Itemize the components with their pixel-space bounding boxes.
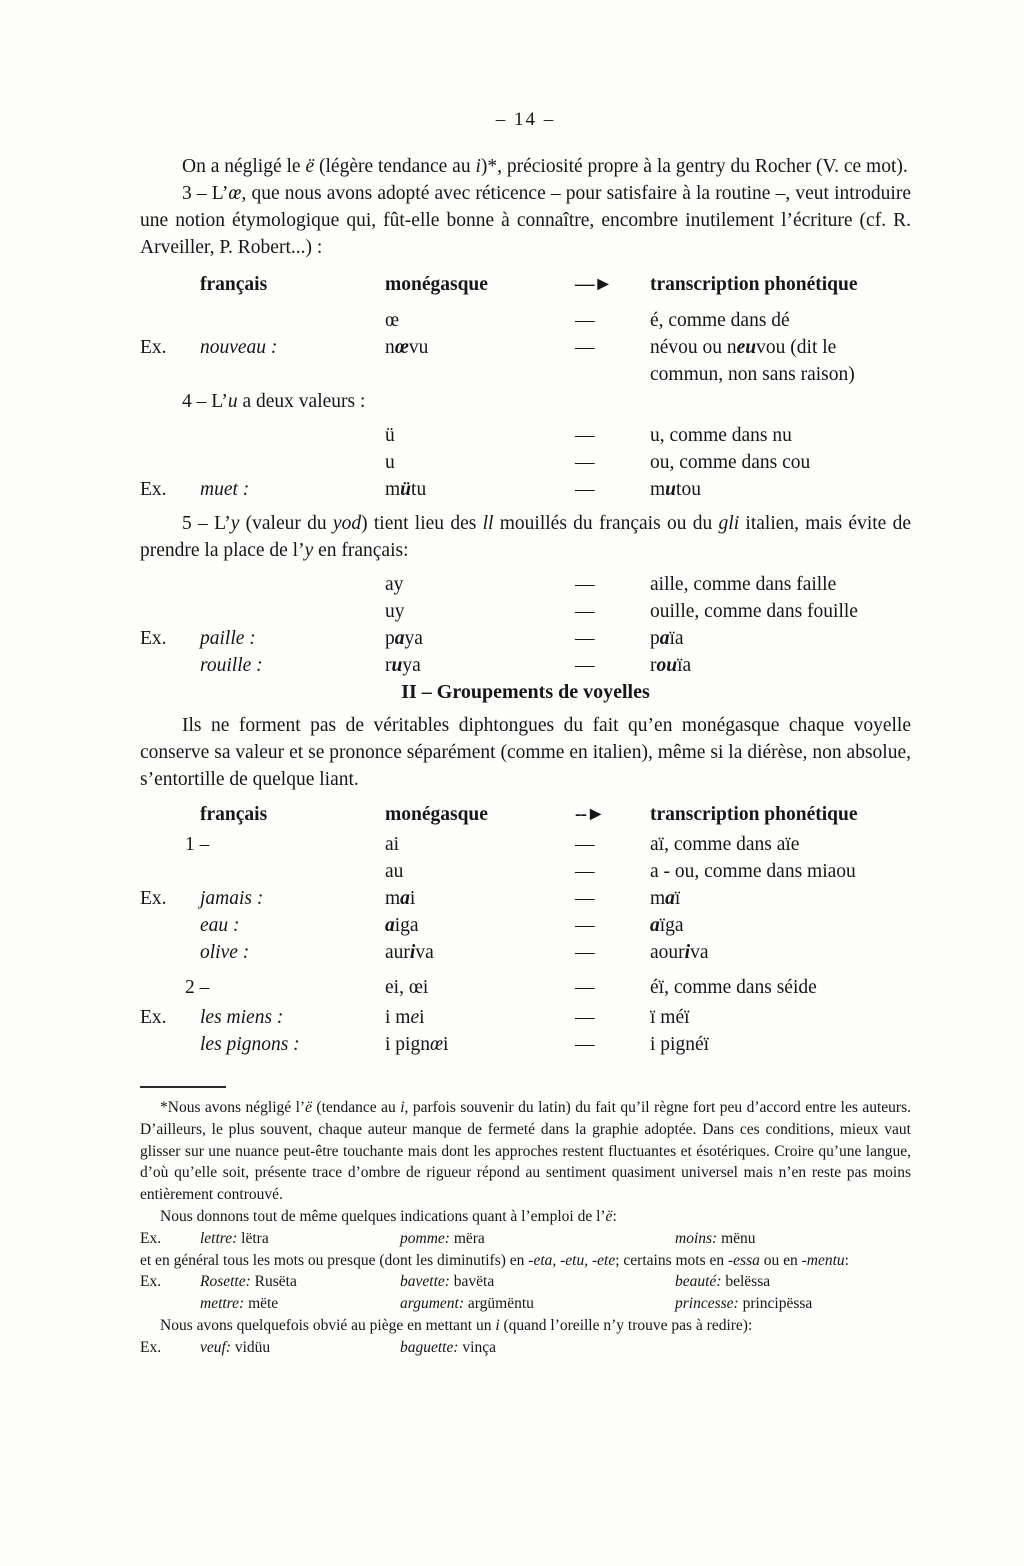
french-word: paille : [200,628,256,649]
table1-header [140,271,911,298]
transcription: ou, comme dans cou [650,452,811,473]
footnote-separator [140,1086,226,1088]
transcription: éï, comme dans séide [650,977,817,998]
table-row [140,858,911,885]
group-number: 1 – [185,834,210,855]
transcription: maï [650,888,681,909]
dash: — [575,601,595,622]
table-row [140,885,911,912]
dash: — [575,1007,595,1028]
arrow-icon: —► [575,274,612,295]
monegasque-word: au [385,861,404,882]
dash: — [575,977,595,998]
monegasque-word: i mei [385,1007,425,1028]
header-francais: français [200,804,268,825]
heading-point-4: 4 – L’u a deux valeurs : [182,391,366,412]
ex-label: Ex. [140,888,167,909]
table-row [140,939,911,966]
dash: — [575,628,595,649]
transcription: ouille, comme dans fouille [650,601,858,622]
header-francais: français [200,274,268,295]
ex-label: Ex. [140,337,167,358]
ex-label: Ex. [140,628,167,649]
french-word: les miens : [200,1007,284,1028]
monegasque-word: i pignœi [385,1034,449,1055]
transcription: aouriva [650,942,709,963]
table-row [140,334,911,388]
dash: — [575,310,595,331]
french-word: jamais : [200,888,264,909]
french-word [200,571,385,598]
footnote-paragraph: Nous donnons tout de même quelques indications quant à l’emploi de l’ë: [160,1207,617,1225]
footnote-example-row [140,1337,911,1359]
table-row [140,1004,911,1031]
example-pair: veuf: vidüu [200,1338,271,1356]
table-row [140,912,911,939]
ex-label [140,652,200,679]
monegasque-word: ruya [385,655,421,676]
example-pair: moins: mënu [675,1229,756,1247]
french-word: eau : [200,915,240,936]
footnote-paragraph: et en général tous les mots ou presque (dont les diminutifs) en -eta, -etu, -ete; certains mots en -essa ou en -mentu: [140,1251,849,1269]
transcription: ï méï [650,1007,690,1028]
ex-label: Ex. [140,1273,162,1291]
header-monegasque: monégasque [385,274,488,295]
ex-label: Ex. [140,1229,162,1247]
transcription: païa [650,628,684,649]
example-pair: princesse: principëssa [675,1295,813,1313]
example-pair: beauté: belëssa [675,1273,771,1291]
monegasque-word: mütu [385,479,427,500]
example-pair [675,1337,911,1359]
dash: — [575,479,595,500]
french-word [200,422,385,449]
ex-label [140,307,200,334]
table-row [140,422,911,449]
paragraph-point-3: 3 – L’œ, que nous avons adopté avec réticence – pour satisfaire à la routine –, veut introduire une notion étymologique qui, fût-elle bonne à connaître, encombre inutilement l’écriture (cf. R. Arveiller, P. Robert...) : [140,183,911,258]
transcription: i pignéï [650,1034,710,1055]
french-word [200,598,385,625]
footnote-example-row [140,1228,911,1250]
group-number [140,858,385,885]
header-spacer [140,801,200,828]
paragraph-diphtongues: Ils ne forment pas de véritables diphtongues du fait qu’en monégasque chaque voyelle conserve sa valeur et se prononce séparément (comme en italien), même si la diérèse, non absolue, s’entortille de quelque liant. [140,715,911,790]
example-pair: bavette: bavëta [400,1273,495,1291]
ex-label: Ex. [140,1338,162,1356]
ex-label: Ex. [140,1007,167,1028]
ex-label [140,1031,200,1058]
french-word: rouille : [200,655,263,676]
page-number: – 14 – [495,109,556,130]
transcription: u, comme dans nu [650,425,792,446]
ex-label [140,939,200,966]
table-row [140,974,911,1001]
ex-label [140,449,200,476]
dash: — [575,834,595,855]
footnote-example-row [140,1271,911,1293]
table-row [140,1031,911,1058]
french-word: muet : [200,479,250,500]
dash: — [575,574,595,595]
group-number: 2 – [185,977,210,998]
table-row [140,307,911,334]
dash: — [575,452,595,473]
monegasque-word: ay [385,574,404,595]
example-pair: Rosette: Rusëta [200,1273,297,1291]
transcription: névou ou neuvou (dit le commun, non sans raison) [650,337,855,385]
table-row [140,652,911,679]
table2-header [140,801,911,828]
transcription: rouïa [650,655,692,676]
dash: — [575,915,595,936]
monegasque-word: nœvu [385,337,429,358]
ex-label: Ex. [140,479,167,500]
ex-label [140,422,200,449]
table-row [140,571,911,598]
header-monegasque: monégasque [385,804,488,825]
example-pair: baguette: vinça [400,1338,496,1356]
dash: — [575,942,595,963]
transcription: aï, comme dans aïe [650,834,800,855]
table-row [140,598,911,625]
table-row [140,625,911,652]
arrow-icon: --► [575,804,605,825]
monegasque-word: paya [385,628,423,649]
monegasque-word: auriva [385,942,434,963]
monegasque-word: ai [385,834,400,855]
footnote-example-row [140,1293,911,1315]
dash: — [575,888,595,909]
ex-label [140,1293,200,1315]
paragraph-point-5: 5 – L’y (valeur du yod) tient lieu des ll mouillés du français ou du gli italien, mais évite de prendre la place de l’y en français: [140,513,911,561]
example-pair: argument: argümëntu [400,1295,534,1313]
monegasque-word: ei, œi [385,977,429,998]
french-word [200,307,385,334]
table-row [140,449,911,476]
dash: — [575,655,595,676]
transcription: mutou [650,479,701,500]
monegasque-word: œ [385,310,400,331]
example-pair: pomme: mëra [400,1229,485,1247]
header-transcription: transcription phonétique [650,274,858,295]
transcription: é, comme dans dé [650,310,790,331]
monegasque-word: ü [385,425,395,446]
monegasque-word: mai [385,888,416,909]
monegasque-word: u [385,452,395,473]
transcription: aïga [650,915,684,936]
transcription: a - ou, comme dans miaou [650,861,856,882]
dash: — [575,1034,595,1055]
ex-label [140,912,200,939]
ex-label [140,598,200,625]
dash: — [575,861,595,882]
table-row [140,476,911,503]
french-word: nouveau : [200,337,278,358]
monegasque-word: aiga [385,915,419,936]
section-heading-groupements: II – Groupements de voyelles [401,681,650,703]
ex-label [140,571,200,598]
example-pair: mettre: mëte [200,1295,279,1313]
french-word [200,449,385,476]
header-transcription: transcription phonétique [650,804,858,825]
transcription: aille, comme dans faille [650,574,837,595]
paragraph-e-trema: On a négligé le ë (légère tendance au i)*, préciosité propre à la gentry du Rocher (V. ce mot). [182,156,908,177]
french-word: olive : [200,942,250,963]
footnote-paragraph: Nous avons quelquefois obvié au piège en mettant un i (quand l’oreille n’y trouve pas à redire): [160,1316,753,1334]
monegasque-word: uy [385,601,405,622]
dash: — [575,337,595,358]
french-word: les pignons : [200,1034,300,1055]
dash: — [575,425,595,446]
table-row [140,831,911,858]
header-spacer [140,271,200,298]
footnote-paragraph: *Nous avons négligé l’ë (tendance au i, parfois souvenir du latin) du fait qu’il règne fort peu d’accord entre les auteurs. D’ailleurs, le plus souvent, chaque auteur manque de fermeté dans la graphie adoptée. Dans ces conditions, mieux vaut glisser sur une nuance peut-être touchante mais dont les approches restent fluctuantes et ésotériques. Croire qu’une langue, d’où qu’elle soit, présente trace d’ombre de rigueur répond au sentiment quasiment universel mais n’en reste pas moins entièrement controuvé. [140,1099,911,1204]
example-pair: lettre: lëtra [200,1229,269,1247]
